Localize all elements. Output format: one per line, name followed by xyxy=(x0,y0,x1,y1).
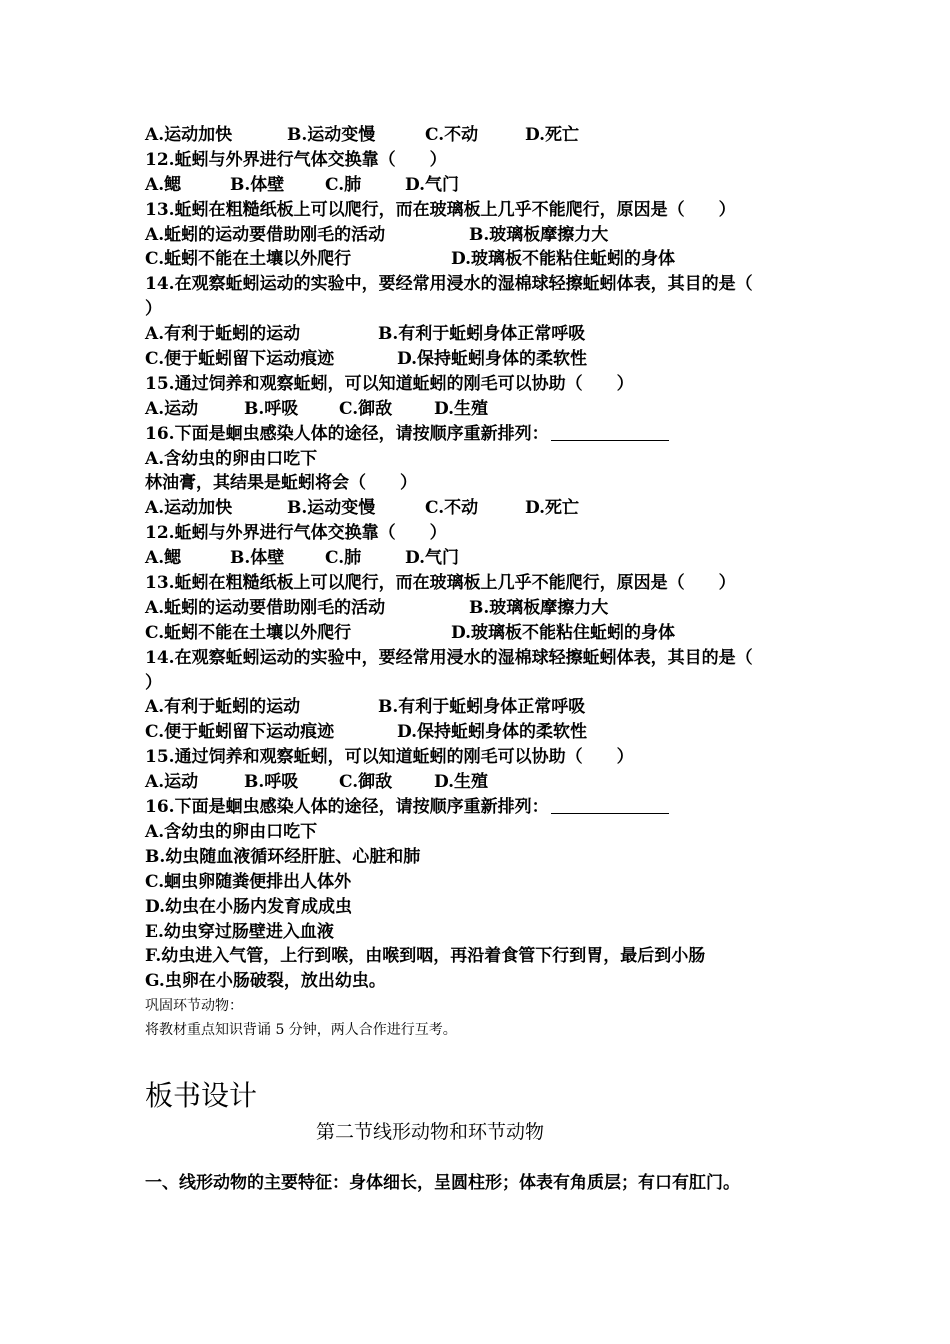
question-16 xyxy=(145,795,825,820)
consolidate-label: 巩固环节动物： xyxy=(145,998,243,1015)
answer-blank xyxy=(551,422,669,441)
answer-blank xyxy=(551,795,669,814)
option-a: A.有利于蚯蚓的运动 xyxy=(145,324,301,345)
option-b: B.体壁 xyxy=(230,548,285,569)
section-title: 第二节线形动物和环节动物 xyxy=(315,1121,544,1143)
option-b: B.体壁 xyxy=(230,174,285,195)
option-d: D.玻璃板不能粘住蚯蚓的身体 xyxy=(451,249,676,270)
option-c: C.便于蚯蚓留下运动痕迹 xyxy=(145,349,335,370)
q12-options xyxy=(145,173,825,198)
option-a: A.鳃 xyxy=(145,548,182,569)
question-15: 15.通过饲养和观察蚯蚓，可以知道蚯蚓的刚毛可以协助（ ） xyxy=(145,373,634,394)
option-d: D.保持蚯蚓身体的柔软性 xyxy=(397,722,588,743)
option-c: C.御敌 xyxy=(339,398,393,419)
q14-options-ab xyxy=(145,322,825,347)
option-b: B.有利于蚯蚓身体正常呼吸 xyxy=(378,697,586,718)
board-design-heading: 板书设计 xyxy=(145,1079,258,1112)
question-12: 12.蚯蚓与外界进行气体交换靠（ ） xyxy=(145,149,447,170)
q16-step-a: A.含幼虫的卵由口吃下 xyxy=(145,448,318,469)
option-c: C.肺 xyxy=(325,548,362,569)
question-12: 12.蚯蚓与外界进行气体交换靠（ ） xyxy=(145,523,447,544)
option-a: A.蚯蚓的运动要借助刚毛的活动 xyxy=(145,597,386,618)
q16-step-g: G.虫卵在小肠破裂，放出幼虫。 xyxy=(145,971,386,992)
q15-options xyxy=(145,397,825,422)
option-c: C.御敌 xyxy=(339,772,393,793)
q14-options-cd xyxy=(145,347,825,372)
option-b: B.有利于蚯蚓身体正常呼吸 xyxy=(378,324,586,345)
option-a: A.运动加快 xyxy=(145,125,233,145)
option-c: C.不动 xyxy=(425,125,479,145)
option-d: D.死亡 xyxy=(525,125,580,145)
question-16-text: 16.下面是蛔虫感染人体的途径，请按顺序重新排列： xyxy=(145,423,549,444)
option-c: C.便于蚯蚓留下运动痕迹 xyxy=(145,722,335,743)
q14-options-ab xyxy=(145,695,825,720)
question-14: 14.在观察蚯蚓运动的实验中，要经常用浸水的湿棉球轻擦蚯蚓体表，其目的是（ xyxy=(145,274,753,295)
option-b: B.呼吸 xyxy=(244,772,299,793)
worksheet-content xyxy=(145,123,825,1042)
q16-step-a: A.含幼虫的卵由口吃下 xyxy=(145,821,318,842)
q16-step-b: B.幼虫随血液循环经肝脏、心脏和肺 xyxy=(145,846,421,867)
option-b: B.运动变慢 xyxy=(287,125,376,145)
option-d: D.死亡 xyxy=(525,498,580,519)
option-c: C.蚯蚓不能在土壤以外爬行 xyxy=(145,249,352,270)
option-a: A.运动 xyxy=(145,398,199,419)
q16-step-e: E.幼虫穿过肠壁进入血液 xyxy=(145,921,334,942)
question-14-tail: ） xyxy=(145,672,162,693)
option-b: B.呼吸 xyxy=(244,398,299,419)
question-14-tail: ） xyxy=(145,299,162,320)
question-13: 13.蚯蚓在粗糙纸板上可以爬行，而在玻璃板上几乎不能爬行，原因是（ ） xyxy=(145,573,736,594)
option-a: A.运动 xyxy=(145,772,199,793)
review-instruction: 将教材重点知识背诵 5 分钟，两人合作进行互考。 xyxy=(145,1022,457,1039)
q11-options xyxy=(145,123,825,148)
q13-options-cd xyxy=(145,247,825,272)
option-d: D.保持蚯蚓身体的柔软性 xyxy=(397,349,588,370)
option-d: D.气门 xyxy=(405,548,460,569)
question-14: 14.在观察蚯蚓运动的实验中，要经常用浸水的湿棉球轻擦蚯蚓体表，其目的是（ xyxy=(145,647,753,668)
q14-options-cd xyxy=(145,720,825,745)
option-d: D.玻璃板不能粘住蚯蚓的身体 xyxy=(451,622,676,643)
option-b: B.玻璃板摩擦力大 xyxy=(469,597,609,618)
summary-point-1: 一、线形动物的主要特征：身体细长，呈圆柱形；体表有角质层；有口有肛门。 xyxy=(145,1173,740,1193)
option-a: A.有利于蚯蚓的运动 xyxy=(145,697,301,718)
option-c: C.蚯蚓不能在土壤以外爬行 xyxy=(145,622,352,643)
option-c: C.不动 xyxy=(425,498,479,519)
option-d: D.生殖 xyxy=(434,398,489,419)
option-b: B.运动变慢 xyxy=(287,498,376,519)
question-16 xyxy=(145,422,825,447)
q16-step-c: C.蛔虫卵随粪便排出人体外 xyxy=(145,871,352,892)
q16-step-f: F.幼虫进入气管，上行到喉，由喉到咽，再沿着食管下行到胃，最后到小肠 xyxy=(145,946,706,967)
q12-options xyxy=(145,546,825,571)
option-b: B.玻璃板摩擦力大 xyxy=(469,224,609,245)
q13-options-cd xyxy=(145,621,825,646)
q16-step-d: D.幼虫在小肠内发育成成虫 xyxy=(145,896,353,917)
question-11-tail: 林油膏，其结果是蚯蚓将会（ ） xyxy=(145,473,417,494)
option-a: A.鳃 xyxy=(145,174,182,195)
option-d: D.气门 xyxy=(405,174,460,195)
q11-options xyxy=(145,496,825,521)
option-a: A.蚯蚓的运动要借助刚毛的活动 xyxy=(145,224,386,245)
option-d: D.生殖 xyxy=(434,772,489,793)
question-13: 13.蚯蚓在粗糙纸板上可以爬行，而在玻璃板上几乎不能爬行，原因是（ ） xyxy=(145,199,736,220)
option-c: C.肺 xyxy=(325,174,362,195)
q15-options xyxy=(145,770,825,795)
question-16-text: 16.下面是蛔虫感染人体的途径，请按顺序重新排列： xyxy=(145,797,549,818)
q13-options-ab xyxy=(145,596,825,621)
q13-options-ab xyxy=(145,223,825,248)
question-15: 15.通过饲养和观察蚯蚓，可以知道蚯蚓的刚毛可以协助（ ） xyxy=(145,747,634,768)
option-a: A.运动加快 xyxy=(145,498,233,519)
